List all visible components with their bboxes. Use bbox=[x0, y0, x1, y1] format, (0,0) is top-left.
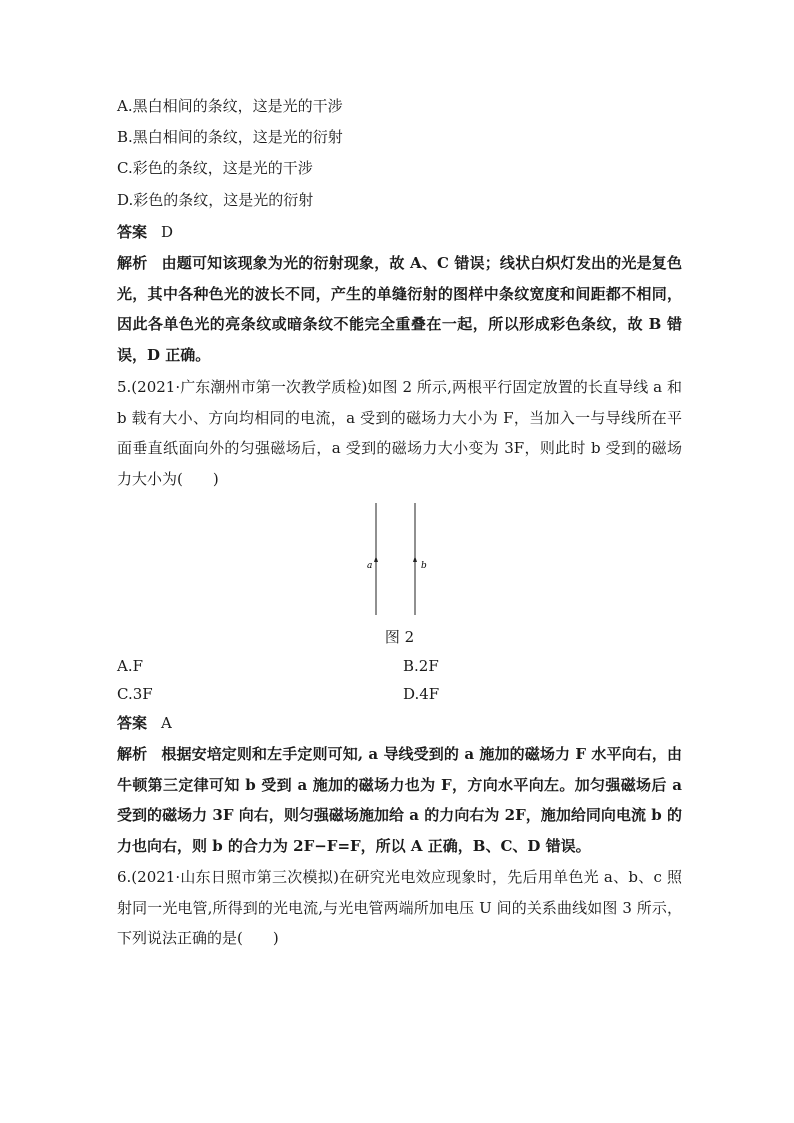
q5-option-c: C.3F bbox=[117, 685, 153, 703]
answer-label: 答案 bbox=[117, 223, 148, 241]
q6-stem: 6.(2021·山东日照市第三次模拟)在研究光电效应现象时，先后用单色光 a、b、c 照射同一光电管,所得到的光电流,与光电管两端所加电压 U 间的关系曲线如图 3 所示，下列说法正确的是( ) bbox=[117, 868, 682, 948]
q5-option-b: B.2F bbox=[403, 657, 439, 675]
q5-stem: 5.(2021·广东潮州市第一次教学质检)如图 2 所示,两根平行固定放置的长直导线 a 和 b 载有大小、方向均相同的电流，a 受到的磁场力大小为 F，当加入一与导线所在平面垂直纸面向外的匀强磁场后，a 受到的磁场力大小变为 3F，则此时 b 受到的磁场力大小为( ) bbox=[117, 378, 682, 488]
analysis-text: 由题可知该现象为光的衍射现象，故 A、C 错误；线状白炽灯发出的光是复色光，其中各种色光的波长不同，产生的单缝衍射的图样中条纹宽度和间距都不相同，因此各单色光的亮条纹或暗条纹不能完全重叠在一起，所以形成彩色条纹，故 B 错误，D 正确。 bbox=[117, 254, 682, 364]
analysis-label: 解析 bbox=[117, 254, 148, 272]
q4-analysis bbox=[117, 248, 682, 370]
answer-label: 答案 bbox=[117, 714, 148, 732]
q5-option-a: A.F bbox=[117, 657, 144, 675]
q4-option-a: A.黑白相间的条纹，这是光的干涉 bbox=[117, 97, 343, 115]
analysis-label: 解析 bbox=[117, 745, 148, 763]
answer-value: A bbox=[161, 714, 172, 732]
analysis-text: 根据安培定则和左手定则可知, a 导线受到的 a 施加的磁场力 F 水平向右，由牛顿第三定律可知 b 受到 a 施加的磁场力也为 F，方向水平向左。加匀强磁场后 a 受到的磁场力 3F 向右，则匀强磁场施加给 a 的力向右为 2F，施加给同向电流 b 的力也向右，则 b 的合力为 2F−F=F，所以 A 正确，B、C、D 错误。 bbox=[117, 745, 682, 855]
wire-a-label: a bbox=[367, 561, 373, 571]
wire-a-current-arrow-icon bbox=[374, 556, 378, 562]
q4-option-d: D.彩色的条纹，这是光的衍射 bbox=[117, 191, 314, 209]
figure-2-caption: 图 2 bbox=[384, 628, 415, 646]
q4-option-c: C.彩色的条纹，这是光的干涉 bbox=[117, 159, 313, 177]
q4-answer bbox=[117, 222, 173, 242]
figure-2-wires bbox=[357, 500, 437, 618]
q4-option-b: B.黑白相间的条纹，这是光的衍射 bbox=[117, 128, 343, 146]
wire-b-label: b bbox=[421, 561, 427, 571]
answer-value: D bbox=[161, 223, 174, 241]
q5-option-d: D.4F bbox=[403, 685, 440, 703]
q5-answer bbox=[117, 713, 172, 733]
q5-analysis bbox=[117, 739, 682, 861]
wire-b-current-arrow-icon bbox=[413, 556, 417, 562]
